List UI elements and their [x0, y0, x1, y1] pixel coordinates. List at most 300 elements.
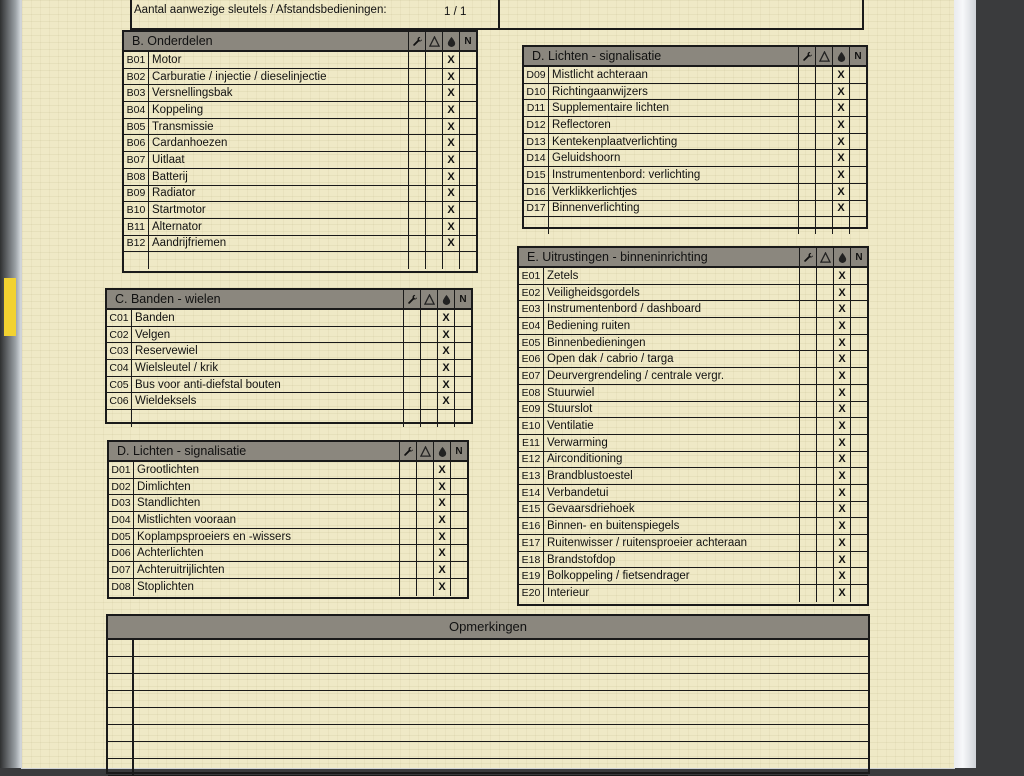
damage-checkbox[interactable]: X — [433, 545, 450, 561]
repair-checkbox[interactable] — [408, 69, 425, 85]
warning-checkbox[interactable] — [815, 67, 832, 83]
item-code: D09 — [524, 67, 549, 83]
warning-checkbox[interactable] — [816, 568, 833, 584]
repair-checkbox[interactable] — [799, 368, 816, 384]
n-checkbox[interactable] — [850, 368, 867, 384]
damage-checkbox[interactable] — [832, 217, 849, 234]
warning-checkbox[interactable] — [425, 102, 442, 118]
item-code: D10 — [524, 84, 549, 100]
warning-checkbox[interactable] — [425, 202, 442, 218]
warning-checkbox[interactable] — [816, 585, 833, 602]
item-code: D12 — [524, 117, 549, 133]
warning-checkbox[interactable] — [816, 485, 833, 501]
warning-checkbox[interactable] — [815, 84, 832, 100]
damage-checkbox[interactable]: X — [833, 335, 850, 351]
item-code: B05 — [124, 119, 149, 135]
n-checkbox[interactable] — [454, 393, 471, 409]
warning-checkbox[interactable] — [816, 535, 833, 551]
warning-checkbox[interactable] — [416, 579, 433, 596]
damage-checkbox[interactable]: X — [833, 452, 850, 468]
repair-checkbox[interactable] — [799, 485, 816, 501]
n-checkbox[interactable] — [849, 100, 866, 116]
remarks-line[interactable] — [108, 640, 868, 657]
warning-checkbox[interactable] — [416, 479, 433, 495]
damage-checkbox[interactable]: X — [832, 184, 849, 200]
n-checkbox[interactable] — [850, 568, 867, 584]
warning-checkbox[interactable] — [815, 100, 832, 116]
item-code: C02 — [107, 327, 132, 343]
warning-checkbox[interactable] — [425, 169, 442, 185]
item-label: Instrumentenbord / dashboard — [547, 303, 702, 316]
n-checkbox[interactable] — [850, 552, 867, 568]
n-checkbox[interactable] — [459, 69, 476, 85]
warning-checkbox[interactable] — [420, 310, 437, 326]
repair-checkbox[interactable] — [798, 167, 815, 183]
damage-checkbox[interactable]: X — [433, 462, 450, 478]
repair-checkbox[interactable] — [799, 452, 816, 468]
n-checkbox[interactable] — [459, 52, 476, 68]
n-checkbox[interactable] — [459, 202, 476, 218]
table-row — [109, 562, 467, 579]
warning-checkbox[interactable] — [816, 435, 833, 451]
damage-checkbox[interactable]: X — [832, 201, 849, 217]
n-checkbox[interactable] — [850, 502, 867, 518]
repair-checkbox[interactable] — [403, 327, 420, 343]
remarks-line[interactable] — [108, 691, 868, 708]
item-label — [549, 217, 798, 234]
n-checkbox[interactable] — [849, 184, 866, 200]
n-checkbox[interactable] — [850, 452, 867, 468]
repair-checkbox[interactable] — [408, 102, 425, 118]
damage-checkbox[interactable]: X — [433, 562, 450, 578]
repair-checkbox[interactable] — [798, 117, 815, 133]
n-checkbox[interactable] — [454, 327, 471, 343]
warning-checkbox[interactable] — [420, 343, 437, 359]
damage-checkbox[interactable]: X — [437, 343, 454, 359]
remarks-line[interactable] — [108, 674, 868, 691]
damage-checkbox[interactable]: X — [833, 268, 850, 284]
damage-checkbox[interactable]: X — [833, 418, 850, 434]
damage-checkbox[interactable] — [437, 410, 454, 427]
repair-checkbox[interactable] — [799, 285, 816, 301]
damage-checkbox[interactable]: X — [833, 351, 850, 367]
table-row — [519, 385, 867, 402]
table-row — [109, 529, 467, 546]
table-row — [519, 535, 867, 552]
repair-checkbox[interactable] — [408, 236, 425, 252]
n-checkbox[interactable] — [850, 351, 867, 367]
item-code: D07 — [109, 562, 134, 578]
n-checkbox[interactable] — [849, 117, 866, 133]
damage-checkbox[interactable]: X — [442, 169, 459, 185]
item-code: E02 — [519, 285, 544, 301]
keys-label: Aantal aanwezige sleutels / Afstandsbedieningen: — [134, 4, 387, 16]
warning-checkbox[interactable] — [416, 562, 433, 578]
oil-drop-icon — [437, 290, 454, 308]
repair-checkbox[interactable] — [799, 552, 816, 568]
n-checkbox[interactable] — [459, 252, 476, 269]
damage-checkbox[interactable]: X — [833, 285, 850, 301]
repair-checkbox[interactable] — [798, 217, 815, 234]
n-checkbox[interactable] — [454, 310, 471, 326]
repair-checkbox[interactable] — [403, 310, 420, 326]
repair-checkbox[interactable] — [798, 201, 815, 217]
n-checkbox[interactable] — [454, 377, 471, 393]
n-checkbox[interactable] — [849, 67, 866, 83]
damage-checkbox[interactable]: X — [832, 84, 849, 100]
n-checkbox[interactable] — [450, 545, 467, 561]
column-n-header: N — [454, 290, 471, 308]
table-row — [109, 512, 467, 529]
damage-checkbox[interactable]: X — [442, 236, 459, 252]
item-label: Zetels — [547, 269, 579, 282]
item-code: C01 — [107, 310, 132, 326]
n-checkbox[interactable] — [459, 119, 476, 135]
damage-checkbox[interactable]: X — [833, 535, 850, 551]
item-code: D15 — [524, 167, 549, 183]
warning-checkbox[interactable] — [816, 518, 833, 534]
warning-checkbox[interactable] — [420, 410, 437, 427]
repair-checkbox[interactable] — [799, 301, 816, 317]
warning-checkbox[interactable] — [425, 236, 442, 252]
warning-checkbox[interactable] — [425, 252, 442, 269]
warning-checkbox[interactable] — [815, 201, 832, 217]
n-checkbox[interactable] — [450, 495, 467, 511]
damage-checkbox[interactable]: X — [833, 468, 850, 484]
item-code: B12 — [124, 236, 149, 252]
item-label: Stoplichten — [137, 581, 194, 594]
item-code: E08 — [519, 385, 544, 401]
damage-checkbox[interactable]: X — [833, 385, 850, 401]
table-row — [519, 368, 867, 385]
n-checkbox[interactable] — [454, 343, 471, 359]
n-checkbox[interactable] — [850, 402, 867, 418]
repair-checkbox[interactable] — [799, 335, 816, 351]
repair-checkbox[interactable] — [408, 219, 425, 235]
repair-checkbox[interactable] — [799, 418, 816, 434]
repair-checkbox[interactable] — [798, 67, 815, 83]
repair-checkbox[interactable] — [403, 360, 420, 376]
section-title: D. Lichten - signalisatie — [117, 444, 247, 458]
repair-checkbox[interactable] — [408, 169, 425, 185]
damage-checkbox[interactable]: X — [442, 186, 459, 202]
damage-checkbox[interactable]: X — [437, 393, 454, 409]
repair-checkbox[interactable] — [798, 150, 815, 166]
n-checkbox[interactable] — [459, 102, 476, 118]
warning-checkbox[interactable] — [815, 134, 832, 150]
section-header — [109, 442, 467, 462]
n-checkbox[interactable] — [459, 152, 476, 168]
warning-checkbox[interactable] — [816, 385, 833, 401]
n-checkbox[interactable] — [850, 318, 867, 334]
warning-checkbox[interactable] — [815, 117, 832, 133]
warning-checkbox[interactable] — [815, 167, 832, 183]
wrench-icon — [798, 47, 815, 65]
n-checkbox[interactable] — [450, 529, 467, 545]
repair-checkbox[interactable] — [403, 410, 420, 427]
n-checkbox[interactable] — [450, 562, 467, 578]
damage-checkbox[interactable]: X — [433, 529, 450, 545]
repair-checkbox[interactable] — [799, 435, 816, 451]
item-label: Bediening ruiten — [547, 319, 631, 332]
damage-checkbox[interactable]: X — [833, 435, 850, 451]
repair-checkbox[interactable] — [799, 268, 816, 284]
item-code: D02 — [109, 479, 134, 495]
n-checkbox[interactable] — [849, 167, 866, 183]
item-label: Transmissie — [152, 120, 214, 133]
warning-checkbox[interactable] — [816, 285, 833, 301]
n-checkbox[interactable] — [454, 410, 471, 427]
repair-checkbox[interactable] — [408, 85, 425, 101]
n-checkbox[interactable] — [849, 150, 866, 166]
damage-checkbox[interactable]: X — [832, 167, 849, 183]
wrench-icon — [399, 442, 416, 460]
warning-checkbox[interactable] — [425, 135, 442, 151]
wrench-icon — [403, 290, 420, 308]
n-checkbox[interactable] — [850, 468, 867, 484]
damage-checkbox[interactable]: X — [442, 69, 459, 85]
warning-checkbox[interactable] — [816, 368, 833, 384]
n-checkbox[interactable] — [850, 385, 867, 401]
damage-checkbox[interactable]: X — [442, 135, 459, 151]
damage-checkbox[interactable]: X — [833, 485, 850, 501]
warning-checkbox[interactable] — [420, 327, 437, 343]
damage-checkbox[interactable]: X — [433, 495, 450, 511]
warning-checkbox[interactable] — [425, 69, 442, 85]
repair-checkbox[interactable] — [399, 579, 416, 596]
repair-checkbox[interactable] — [408, 135, 425, 151]
repair-checkbox[interactable] — [799, 351, 816, 367]
n-checkbox[interactable] — [850, 585, 867, 602]
repair-checkbox[interactable] — [408, 52, 425, 68]
damage-checkbox[interactable]: X — [433, 512, 450, 528]
n-checkbox[interactable] — [450, 512, 467, 528]
warning-checkbox[interactable] — [416, 512, 433, 528]
repair-checkbox[interactable] — [399, 462, 416, 478]
section-d-lichten-2 — [522, 45, 868, 229]
item-code: D01 — [109, 462, 134, 478]
damage-checkbox[interactable]: X — [832, 134, 849, 150]
damage-checkbox[interactable]: X — [833, 585, 850, 602]
damage-checkbox[interactable]: X — [832, 67, 849, 83]
warning-checkbox[interactable] — [420, 360, 437, 376]
repair-checkbox[interactable] — [798, 134, 815, 150]
damage-checkbox[interactable]: X — [442, 102, 459, 118]
warning-checkbox[interactable] — [416, 495, 433, 511]
damage-checkbox[interactable]: X — [437, 377, 454, 393]
repair-checkbox[interactable] — [399, 512, 416, 528]
column-n-header: N — [849, 47, 866, 65]
warning-triangle-icon — [416, 442, 433, 460]
warning-checkbox[interactable] — [416, 545, 433, 561]
warning-checkbox[interactable] — [815, 217, 832, 234]
repair-checkbox[interactable] — [799, 468, 816, 484]
table-row — [124, 186, 476, 203]
item-code: E12 — [519, 452, 544, 468]
repair-checkbox[interactable] — [799, 535, 816, 551]
damage-checkbox[interactable]: X — [833, 568, 850, 584]
n-checkbox[interactable] — [850, 301, 867, 317]
warning-checkbox[interactable] — [420, 377, 437, 393]
warning-checkbox[interactable] — [816, 301, 833, 317]
repair-checkbox[interactable] — [408, 186, 425, 202]
n-checkbox[interactable] — [459, 219, 476, 235]
repair-checkbox[interactable] — [403, 377, 420, 393]
damage-checkbox[interactable]: X — [833, 552, 850, 568]
n-checkbox[interactable] — [849, 84, 866, 100]
damage-checkbox[interactable] — [442, 252, 459, 269]
n-checkbox[interactable] — [850, 335, 867, 351]
n-checkbox[interactable] — [849, 201, 866, 217]
damage-checkbox[interactable]: X — [833, 518, 850, 534]
n-checkbox[interactable] — [850, 418, 867, 434]
repair-checkbox[interactable] — [399, 529, 416, 545]
item-label: Aandrijfriemen — [152, 237, 227, 250]
warning-checkbox[interactable] — [425, 85, 442, 101]
repair-checkbox[interactable] — [408, 202, 425, 218]
n-checkbox[interactable] — [850, 268, 867, 284]
n-checkbox[interactable] — [450, 579, 467, 596]
item-label: Kentekenplaatverlichting — [552, 135, 678, 148]
repair-checkbox[interactable] — [403, 343, 420, 359]
warning-checkbox[interactable] — [816, 351, 833, 367]
item-label: Brandstofdop — [547, 553, 616, 566]
damage-checkbox[interactable]: X — [832, 150, 849, 166]
remarks-line[interactable] — [108, 657, 868, 674]
table-row — [519, 301, 867, 318]
repair-checkbox[interactable] — [799, 402, 816, 418]
damage-checkbox[interactable]: X — [442, 202, 459, 218]
warning-checkbox[interactable] — [416, 529, 433, 545]
repair-checkbox[interactable] — [798, 184, 815, 200]
warning-checkbox[interactable] — [425, 219, 442, 235]
remarks-line[interactable] — [108, 708, 868, 725]
damage-checkbox[interactable]: X — [833, 318, 850, 334]
warning-checkbox[interactable] — [815, 150, 832, 166]
n-checkbox[interactable] — [850, 435, 867, 451]
repair-checkbox[interactable] — [399, 479, 416, 495]
damage-checkbox[interactable]: X — [442, 219, 459, 235]
damage-checkbox[interactable]: X — [832, 117, 849, 133]
item-label: Richtingaanwijzers — [552, 85, 648, 98]
warning-checkbox[interactable] — [416, 462, 433, 478]
section-header — [524, 47, 866, 67]
warning-checkbox[interactable] — [816, 268, 833, 284]
n-checkbox[interactable] — [459, 85, 476, 101]
item-label: Verbandetui — [547, 486, 609, 499]
oil-drop-icon — [832, 47, 849, 65]
damage-checkbox[interactable]: X — [442, 52, 459, 68]
damage-checkbox[interactable]: X — [833, 301, 850, 317]
item-label: Instrumentenbord: verlichting — [552, 168, 701, 181]
damage-checkbox[interactable]: X — [433, 579, 450, 596]
table-row — [519, 585, 867, 602]
repair-checkbox[interactable] — [799, 585, 816, 602]
repair-checkbox[interactable] — [399, 545, 416, 561]
warning-triangle-icon — [816, 248, 833, 266]
damage-checkbox[interactable]: X — [442, 119, 459, 135]
item-label: Reservewiel — [135, 345, 198, 358]
table-row — [524, 134, 866, 151]
warning-checkbox[interactable] — [420, 393, 437, 409]
n-checkbox[interactable] — [459, 236, 476, 252]
repair-checkbox[interactable] — [798, 84, 815, 100]
repair-checkbox[interactable] — [799, 518, 816, 534]
n-checkbox[interactable] — [850, 485, 867, 501]
damage-checkbox[interactable]: X — [832, 100, 849, 116]
damage-checkbox[interactable]: X — [833, 368, 850, 384]
warning-checkbox[interactable] — [815, 184, 832, 200]
column-n-header: N — [459, 32, 476, 50]
warning-checkbox[interactable] — [816, 502, 833, 518]
n-checkbox[interactable] — [450, 462, 467, 478]
warning-checkbox[interactable] — [425, 186, 442, 202]
n-checkbox[interactable] — [459, 169, 476, 185]
damage-checkbox[interactable]: X — [437, 327, 454, 343]
item-code: B06 — [124, 135, 149, 151]
repair-checkbox[interactable] — [399, 562, 416, 578]
repair-checkbox[interactable] — [399, 495, 416, 511]
repair-checkbox[interactable] — [408, 252, 425, 269]
warning-checkbox[interactable] — [425, 119, 442, 135]
item-label: Batterij — [152, 170, 188, 183]
paper-stack-edge — [954, 0, 976, 768]
n-checkbox[interactable] — [850, 535, 867, 551]
remarks-line[interactable] — [108, 725, 868, 742]
repair-checkbox[interactable] — [799, 318, 816, 334]
n-checkbox[interactable] — [450, 479, 467, 495]
damage-checkbox[interactable]: X — [442, 152, 459, 168]
table-row — [519, 285, 867, 302]
item-label: Startmotor — [152, 204, 206, 217]
warning-checkbox[interactable] — [816, 402, 833, 418]
remarks-line[interactable] — [108, 742, 868, 759]
damage-checkbox[interactable]: X — [433, 479, 450, 495]
item-label: Koplampsproeiers en -wissers — [137, 530, 292, 543]
n-checkbox[interactable] — [459, 186, 476, 202]
warning-checkbox[interactable] — [816, 335, 833, 351]
table-row — [124, 219, 476, 236]
repair-checkbox[interactable] — [798, 100, 815, 116]
damage-checkbox[interactable]: X — [833, 502, 850, 518]
repair-checkbox[interactable] — [403, 393, 420, 409]
repair-checkbox[interactable] — [408, 119, 425, 135]
repair-checkbox[interactable] — [799, 502, 816, 518]
damage-checkbox[interactable]: X — [437, 360, 454, 376]
damage-checkbox[interactable]: X — [437, 310, 454, 326]
warning-checkbox[interactable] — [816, 452, 833, 468]
repair-checkbox[interactable] — [799, 385, 816, 401]
warning-checkbox[interactable] — [816, 318, 833, 334]
warning-checkbox[interactable] — [425, 52, 442, 68]
n-checkbox[interactable] — [849, 134, 866, 150]
repair-checkbox[interactable] — [799, 568, 816, 584]
damage-checkbox[interactable]: X — [833, 402, 850, 418]
repair-checkbox[interactable] — [408, 152, 425, 168]
table-row — [107, 377, 471, 394]
warning-checkbox[interactable] — [816, 418, 833, 434]
damage-checkbox[interactable]: X — [442, 85, 459, 101]
item-label: Open dak / cabrio / targa — [547, 353, 674, 366]
n-checkbox[interactable] — [850, 518, 867, 534]
warning-checkbox[interactable] — [816, 552, 833, 568]
n-checkbox[interactable] — [850, 285, 867, 301]
n-checkbox[interactable] — [849, 217, 866, 234]
n-checkbox[interactable] — [459, 135, 476, 151]
warning-checkbox[interactable] — [425, 152, 442, 168]
warning-checkbox[interactable] — [816, 468, 833, 484]
n-checkbox[interactable] — [454, 360, 471, 376]
